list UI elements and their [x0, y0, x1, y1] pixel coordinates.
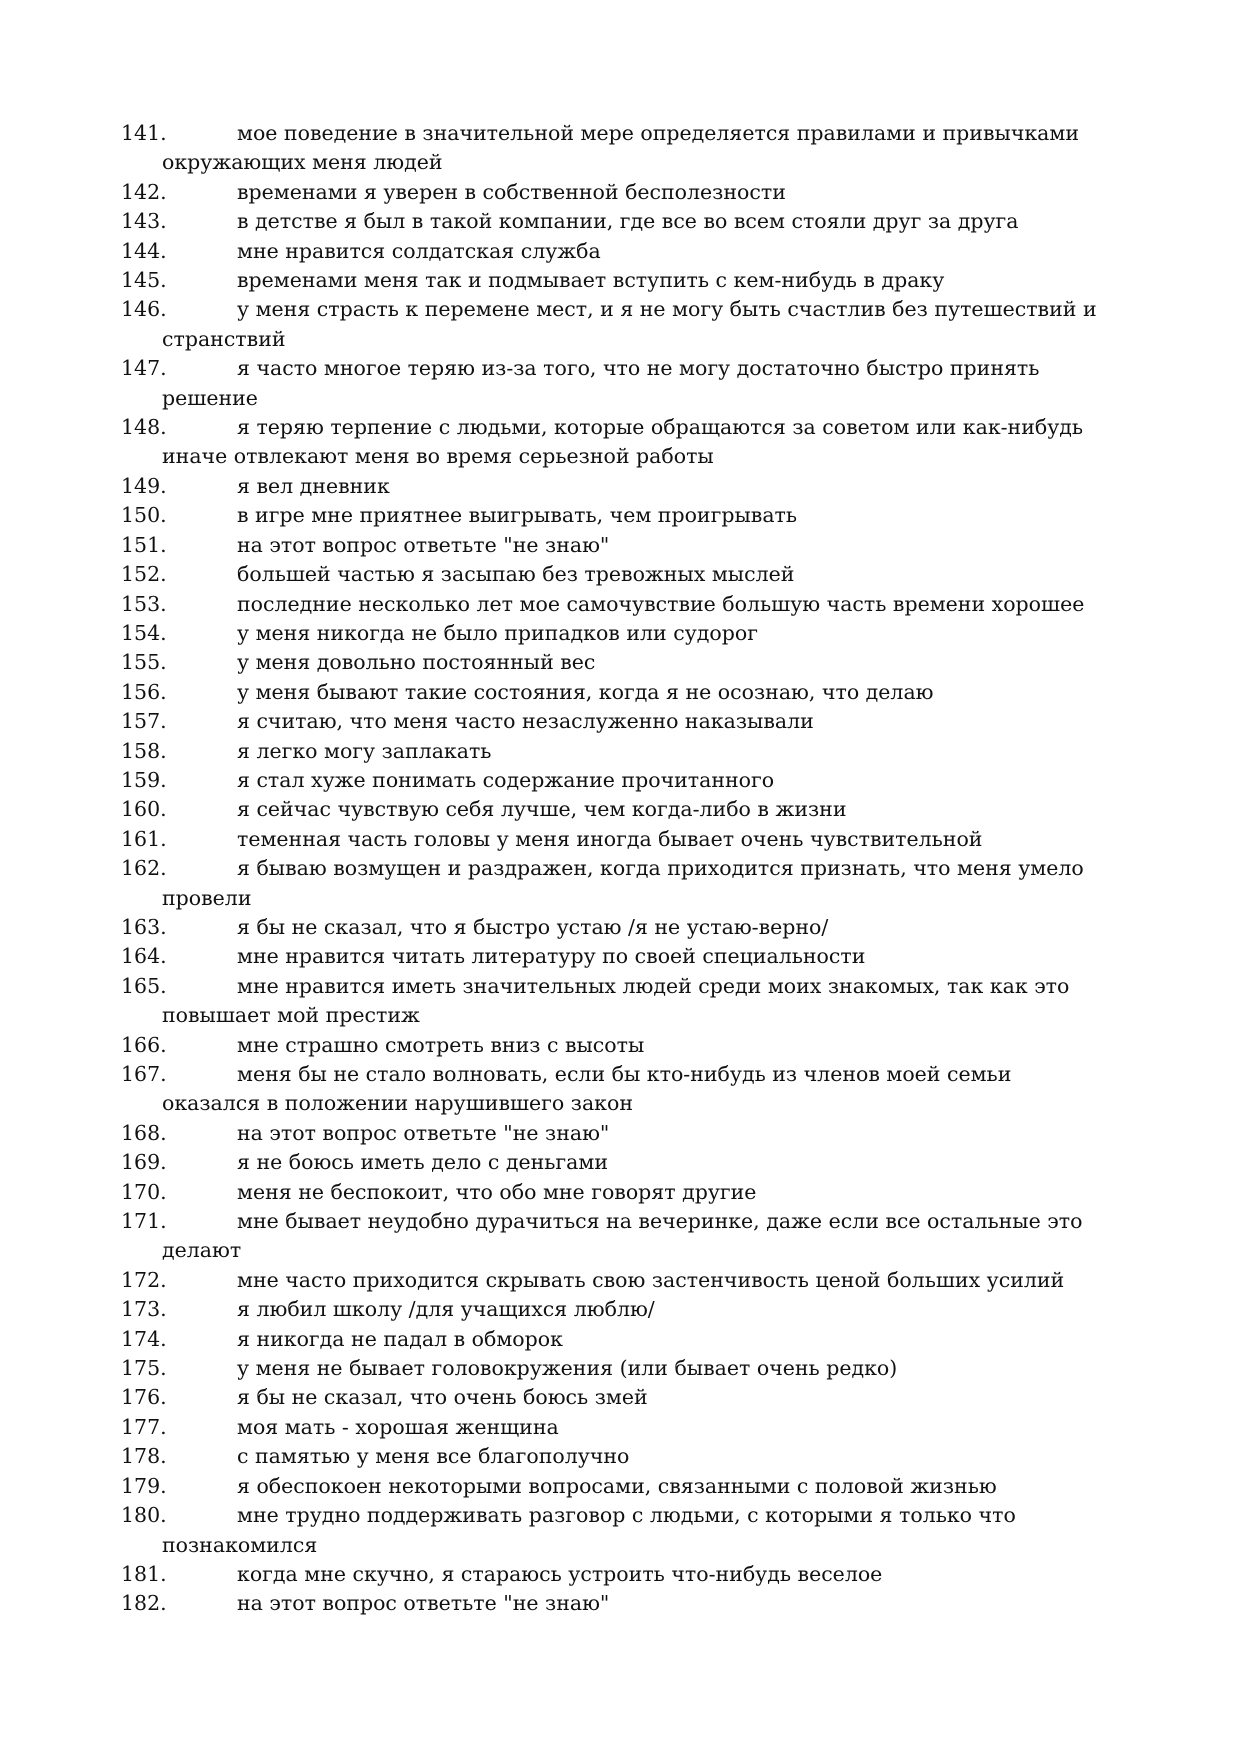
item-number: 161. [121, 826, 167, 851]
item-number: 158. [121, 738, 167, 763]
list-item [121, 942, 1131, 971]
item-text [237, 237, 1131, 266]
item-text-continuation: повышает мой престиж [162, 1003, 420, 1028]
item-text-line: я считаю, что меня часто незаслуженно наказывали [237, 709, 814, 734]
list-item [121, 795, 1131, 824]
item-text-line: с памятью у меня все благополучно [237, 1444, 630, 1469]
list-item [121, 413, 1131, 472]
item-text [162, 1060, 1131, 1119]
item-text [237, 590, 1131, 619]
item-number: 153. [121, 591, 167, 616]
item-text-line: я никогда не падал в обморок [237, 1326, 563, 1351]
list-item [121, 737, 1131, 766]
list-item [121, 1560, 1131, 1589]
item-text-line: я часто многое теряю из-за того, что не могу достаточно быстро принять [237, 356, 1040, 381]
item-text-line: мое поведение в значительной мере определяется правилами и привычками [237, 121, 1080, 145]
item-text-line: я не боюсь иметь дело с деньгами [237, 1150, 608, 1175]
item-text-continuation: странствий [162, 326, 286, 351]
item-number: 160. [121, 797, 167, 822]
item-text-line: у меня не бывает головокружения (или бывает очень редко) [237, 1356, 898, 1381]
item-text-continuation: делают [162, 1238, 242, 1263]
list-item [121, 707, 1131, 736]
item-text-line: меня бы не стало волновать, если бы кто-нибудь из членов моей семьи [237, 1062, 1012, 1086]
item-text-line: на этот вопрос ответьте "не знаю" [237, 1591, 610, 1616]
item-number: 176. [121, 1385, 167, 1410]
item-text-line: у меня страсть к перемене мест, и я не могу быть счастлив без путешествий и [237, 297, 1097, 322]
list-item [121, 619, 1131, 648]
list-item [121, 501, 1131, 530]
list-item [121, 1442, 1131, 1471]
item-text [237, 178, 1131, 207]
item-text-line: я вел дневник [237, 473, 390, 498]
item-number: 143. [121, 209, 167, 234]
item-text-line: мне нравится читать литературу по своей специальности [237, 944, 866, 969]
item-text-line: на этот вопрос ответьте "не знаю" [237, 532, 610, 557]
item-text [162, 354, 1131, 413]
item-text-continuation: решение [162, 385, 258, 410]
item-text-continuation: познакомился [162, 1532, 318, 1557]
list-item [121, 648, 1131, 677]
item-number: 159. [121, 767, 167, 792]
item-number: 170. [121, 1179, 167, 1204]
item-number: 164. [121, 944, 167, 969]
item-text [162, 1501, 1131, 1560]
item-text [237, 1031, 1131, 1060]
item-text [162, 119, 1131, 178]
item-text [237, 1354, 1131, 1383]
list-item [121, 1589, 1131, 1618]
item-text-line: я теряю терпение с людьми, которые обращаются за советом или как-нибудь [237, 415, 1084, 440]
item-number: 152. [121, 562, 167, 587]
item-number: 173. [121, 1297, 167, 1322]
item-text-line: я легко могу заплакать [237, 738, 492, 763]
item-number: 166. [121, 1032, 167, 1057]
item-text [162, 1207, 1131, 1266]
item-text-continuation: оказался в положении нарушившего закон [162, 1091, 633, 1116]
item-text-line: я бы не сказал, что очень боюсь змей [237, 1385, 648, 1410]
list-item [121, 560, 1131, 589]
item-text [237, 678, 1131, 707]
item-text [237, 501, 1131, 530]
item-number: 165. [121, 973, 167, 998]
item-text-line: на этот вопрос ответьте "не знаю" [237, 1120, 610, 1145]
item-text [237, 1119, 1131, 1148]
item-text [237, 1560, 1131, 1589]
item-number: 174. [121, 1326, 167, 1351]
item-text-line: мне нравится солдатская служба [237, 238, 601, 263]
questionnaire-list [121, 119, 1131, 1619]
item-text [237, 1178, 1131, 1207]
item-text [237, 531, 1131, 560]
item-text [237, 942, 1131, 971]
item-number: 182. [121, 1591, 167, 1616]
item-text-line: теменная часть головы у меня иногда бывает очень чувствительной [237, 826, 983, 851]
item-text [237, 619, 1131, 648]
list-item [121, 1354, 1131, 1383]
item-text-line: я обеспокоен некоторыми вопросами, связанными с половой жизнью [237, 1473, 997, 1498]
item-text-line: меня не беспокоит, что обо мне говорят другие [237, 1179, 757, 1204]
item-text-line: я стал хуже понимать содержание прочитанного [237, 767, 775, 792]
list-item [121, 237, 1131, 266]
item-text [237, 648, 1131, 677]
list-item [121, 825, 1131, 854]
list-item [121, 1501, 1131, 1560]
item-number: 150. [121, 503, 167, 528]
item-number: 141. [121, 121, 167, 145]
item-text [237, 1148, 1131, 1177]
item-text [237, 795, 1131, 824]
item-number: 177. [121, 1414, 167, 1439]
list-item [121, 1060, 1131, 1119]
item-text [237, 737, 1131, 766]
item-text [237, 825, 1131, 854]
list-item [121, 1207, 1131, 1266]
item-text-continuation: иначе отвлекают меня во время серьезной работы [162, 444, 714, 469]
list-item [121, 1031, 1131, 1060]
item-text-line: я бы не сказал, что я быстро устаю /я не устаю-верно/ [237, 914, 829, 939]
list-item [121, 1119, 1131, 1148]
item-number: 181. [121, 1561, 167, 1586]
item-number: 156. [121, 679, 167, 704]
list-item [121, 1413, 1131, 1442]
item-text [237, 1295, 1131, 1324]
item-text-line: последние несколько лет мое самочувствие большую часть времени хорошее [237, 591, 1085, 616]
item-text [237, 1472, 1131, 1501]
item-number: 178. [121, 1444, 167, 1469]
list-item [121, 1266, 1131, 1295]
item-text [237, 472, 1131, 501]
item-text [162, 413, 1131, 472]
list-item [121, 1148, 1131, 1177]
item-number: 167. [121, 1062, 167, 1086]
item-text [237, 707, 1131, 736]
item-number: 169. [121, 1150, 167, 1175]
item-text [162, 295, 1131, 354]
list-item [121, 1295, 1131, 1324]
item-number: 149. [121, 473, 167, 498]
item-number: 179. [121, 1473, 167, 1498]
list-item [121, 207, 1131, 236]
list-item [121, 1178, 1131, 1207]
item-text-line: большей частью я засыпаю без тревожных мыслей [237, 562, 795, 587]
item-number: 155. [121, 650, 167, 675]
item-text [237, 1266, 1131, 1295]
list-item [121, 178, 1131, 207]
item-text [162, 972, 1131, 1031]
item-number: 151. [121, 532, 167, 557]
item-number: 154. [121, 620, 167, 645]
item-text [162, 854, 1131, 913]
item-text-line: у меня никогда не было припадков или судорог [237, 620, 758, 645]
item-text [237, 1413, 1131, 1442]
list-item [121, 1325, 1131, 1354]
list-item [121, 678, 1131, 707]
list-item [121, 119, 1131, 178]
list-item [121, 531, 1131, 560]
item-text-line: мне бывает неудобно дурачиться на вечеринке, даже если все остальные это [237, 1209, 1083, 1234]
item-text-line: мне нравится иметь значительных людей среди моих знакомых, так как это [237, 973, 1070, 998]
item-number: 147. [121, 356, 167, 381]
item-text [237, 766, 1131, 795]
item-text-line: в игре мне приятнее выигрывать, чем проигрывать [237, 503, 798, 528]
item-text-line: я сейчас чувствую себя лучше, чем когда-либо в жизни [237, 797, 847, 822]
item-number: 171. [121, 1209, 167, 1234]
item-number: 180. [121, 1503, 167, 1528]
item-text-line: мне трудно поддерживать разговор с людьми, с которыми я только что [237, 1503, 1016, 1528]
item-number: 144. [121, 238, 167, 263]
item-number: 172. [121, 1267, 167, 1292]
list-item [121, 972, 1131, 1031]
item-text-line: моя мать - хорошая женщина [237, 1414, 559, 1439]
item-text-line: у меня довольно постоянный вес [237, 650, 596, 675]
item-text [237, 1325, 1131, 1354]
list-item [121, 295, 1131, 354]
item-text-line: в детстве я был в такой компании, где все во всем стояли друг за друга [237, 209, 1019, 234]
item-number: 148. [121, 415, 167, 440]
item-number: 146. [121, 297, 167, 322]
list-item [121, 766, 1131, 795]
list-item [121, 854, 1131, 913]
item-number: 168. [121, 1120, 167, 1145]
item-text-continuation: окружающих меня людей [162, 150, 443, 175]
list-item [121, 1472, 1131, 1501]
list-item [121, 472, 1131, 501]
list-item [121, 913, 1131, 942]
item-number: 163. [121, 914, 167, 939]
item-number: 142. [121, 179, 167, 204]
item-number: 145. [121, 268, 167, 293]
item-text [237, 266, 1131, 295]
item-text-line: когда мне скучно, я стараюсь устроить что-нибудь веселое [237, 1561, 883, 1586]
item-text-line: я бываю возмущен и раздражен, когда приходится признать, что меня умело [237, 856, 1084, 881]
item-text-line: мне страшно смотреть вниз с высоты [237, 1032, 645, 1057]
item-number: 162. [121, 856, 167, 881]
item-text [237, 1442, 1131, 1471]
item-text [237, 1383, 1131, 1412]
item-text-line: временами меня так и подмывает вступить с кем-нибудь в драку [237, 268, 945, 293]
list-item [121, 266, 1131, 295]
item-number: 175. [121, 1356, 167, 1381]
list-item [121, 354, 1131, 413]
list-item [121, 590, 1131, 619]
item-number: 157. [121, 709, 167, 734]
item-text [237, 1589, 1131, 1618]
item-text-continuation: провели [162, 885, 252, 910]
item-text-line: я любил школу /для учащихся люблю/ [237, 1297, 655, 1322]
list-item [121, 1383, 1131, 1412]
item-text-line: у меня бывают такие состояния, когда я не осознаю, что делаю [237, 679, 934, 704]
item-text [237, 913, 1131, 942]
item-text-line: мне часто приходится скрывать свою застенчивость ценой больших усилий [237, 1267, 1065, 1292]
item-text [237, 560, 1131, 589]
item-text-line: временами я уверен в собственной бесполезности [237, 179, 786, 204]
item-text [237, 207, 1131, 236]
